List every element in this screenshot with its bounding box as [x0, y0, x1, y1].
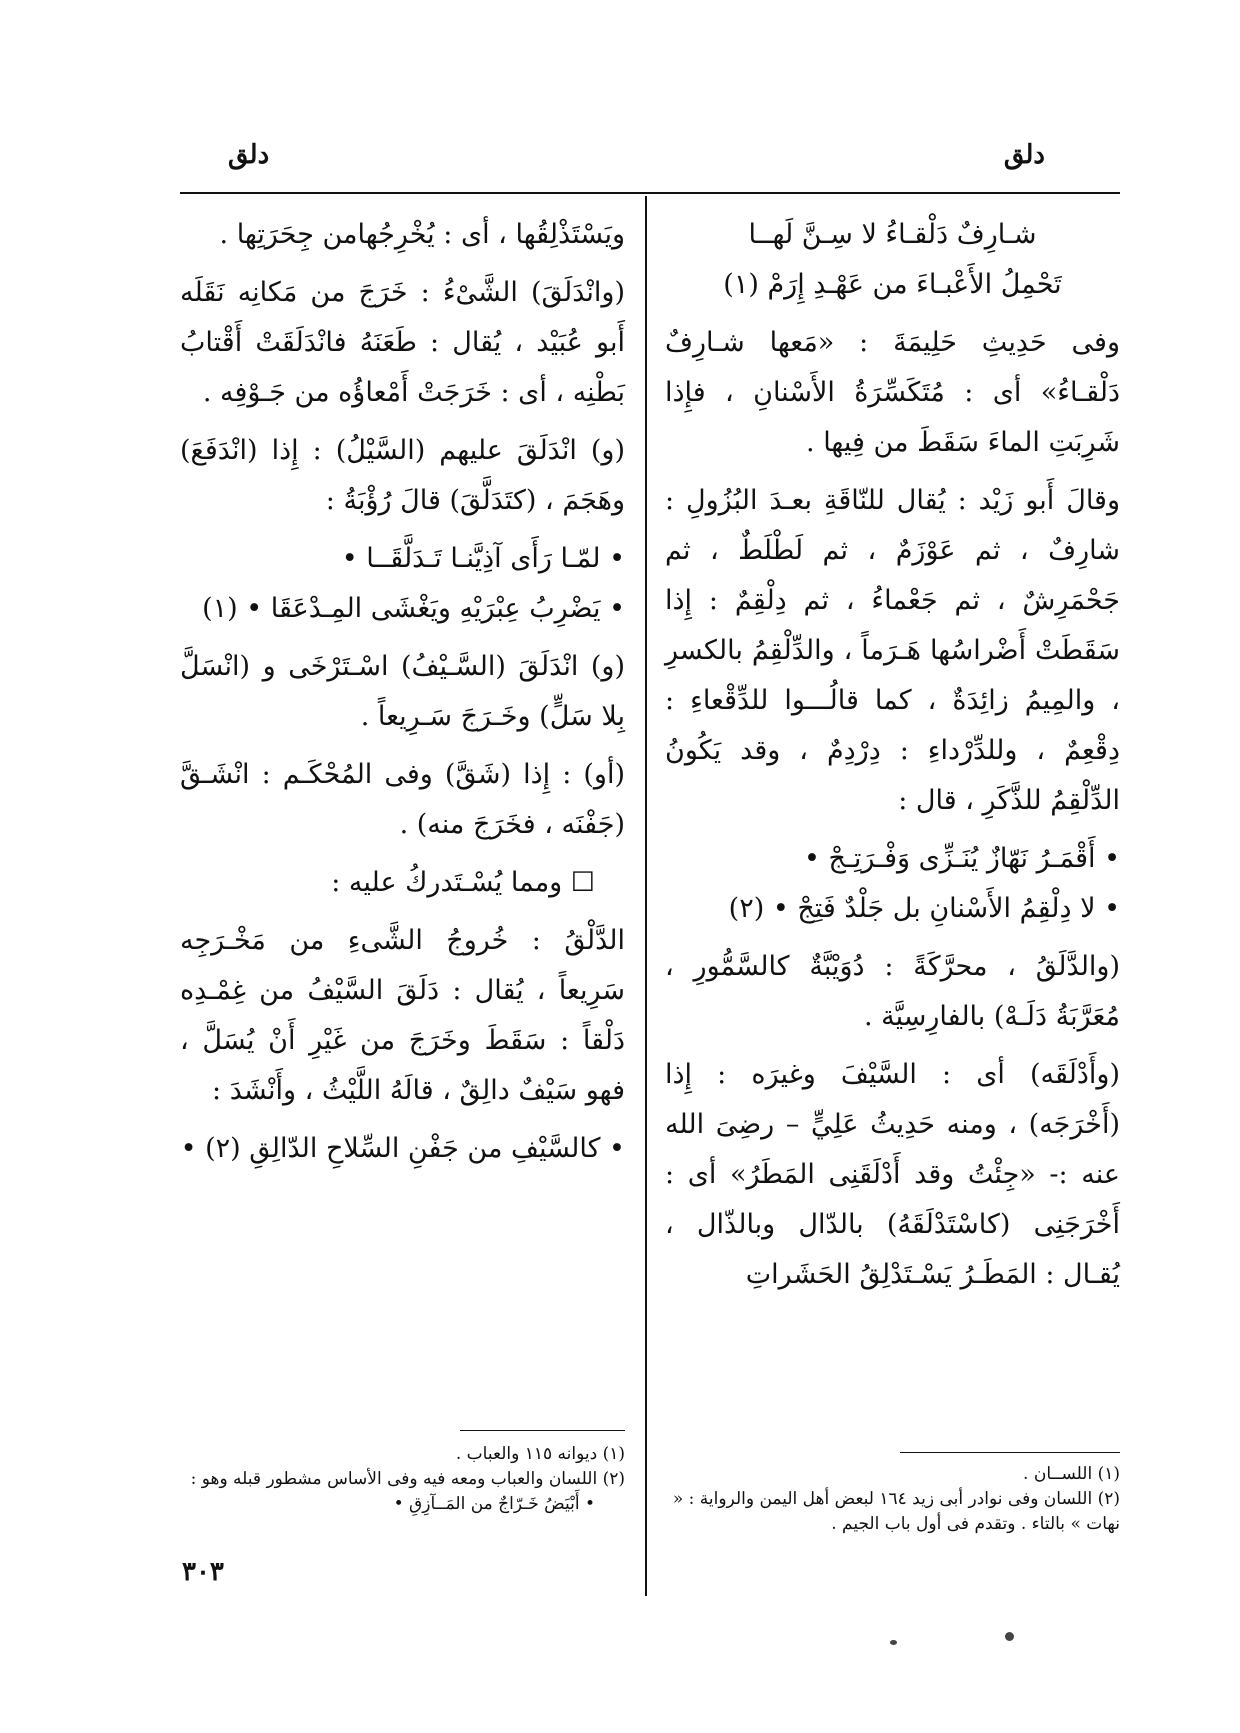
- verse-line: تَحْمِلُ الأَعْبـاءَ من عَهْـدِ إِرَمْ (١): [723, 269, 1062, 300]
- scan-speck: [890, 1640, 897, 1645]
- right-column: [665, 210, 1120, 1308]
- paragraph: وقالَ أَبو زَيْد : يُقال للنّاقَةِ بعـدَ البُزُولِ : شارِفٌ ، ثم عَوْزَمٌ ، ثم لَطْلَطٌ ، ثم جَحْمَرِشٌ ، ثم جَعْماءُ ، ثم دِلْقِمٌ : إِذا سَقَطَتْ أَضْراسُها هَـرَماً ، والدِّلْقِمُ بالكسرِ ، والمِيمُ زائِدَةٌ ، كما قالُـــوا للدِّقْعاءِ : دِقْعِمٌ ، وللدِّرْداءِ : دِرْدِمٌ ، وقد يَكُونُ الدِّلْقِمُ للذَّكَرِ ، قال :: [665, 485, 1120, 816]
- footnote-rule-right: [900, 1452, 1120, 1453]
- footnote: (٢) اللسان والعباب ومعه فيه وفى الأساس مشطور قبله وهو :: [190, 1469, 625, 1489]
- footnote-verse: • أَبْيَضُ خَـرّاجٌ من المَــآزِقِ •: [393, 1494, 595, 1514]
- paragraph: ويَسْتَذْلِقُها ، أى : يُخْرِجُهامن جِحَرَتِها .: [219, 219, 625, 250]
- paragraph: (أو) : إِذا (شَقَّ) وفى المُحْكَـم : انْشَـقَّ (جَفْنَه ، فخَرَجَ منه) .: [180, 759, 625, 840]
- verse-line: • أَقْمَـرُ نَهّازٌ يُنَـزِّى وَفْـرَتِـجْ •: [803, 843, 1120, 874]
- paragraph: (و) انْدَلَقَ عليهم (السَّيْلُ) : إِذا (انْدَفَعَ) وهَجَمَ ، (كتَدَلَّقَ) قالَ رُؤْبَةُ :: [180, 435, 625, 516]
- footnote: (١) اللســان .: [1023, 1464, 1120, 1484]
- verse-line: • كالسَّيْفِ من جَفْنِ السِّلاحِ الدّالِقِ (٢) •: [180, 1133, 625, 1164]
- footnotes-right: [665, 1462, 1120, 1537]
- paragraph: وفى حَدِيثِ حَلِيمَةَ : «مَعها شـارِفٌ دَلْقـاءُ» أى : مُتَكَسِّرَةُ الأَسْنانِ ، فإِذا شَرِبَتِ الماءَ سَقَطَ من فِيها .: [665, 327, 1120, 458]
- scan-speck: [1005, 1632, 1014, 1641]
- column-divider: [645, 196, 647, 1596]
- footnotes-left: [180, 1442, 625, 1517]
- verse-line: • لمّـا رَأَى آذِيَّنـا تَـدَلَّقَــا •: [341, 543, 625, 574]
- paragraph: (وانْدَلَقَ) الشَّىْءُ : خَرَجَ من مَكانِه نَقَلَه أَبو عُبَيْد ، يُقال : طَعَنَهُ فانْدَلَقَتْ أَقْتابُ بَطْنِه ، أى : خَرَجَتْ أَمْعاؤُه من جَـوْفِه .: [180, 277, 625, 408]
- verse-line: • لا دِلْقِمُ الأَسْنانِ بل جَلْدٌ فَتِجْ • (٢): [728, 893, 1120, 924]
- verse-line: شـارِفٌ دَلْقـاءُ لا سِـنَّ لَهــا: [748, 219, 1037, 250]
- footnote-rule-left: [460, 1430, 625, 1431]
- running-header-left: دلق: [228, 140, 270, 170]
- page-number: ٣٠٣: [182, 1557, 224, 1587]
- left-column: [180, 210, 625, 1174]
- section-marker: ☐ ومما يُسْـتَدركُ عليه :: [331, 867, 595, 898]
- verse-line: • يَضْرِبُ عِبْرَيْهِ ويَغْشَى المِـدْعَقَا • (١): [202, 593, 625, 624]
- paragraph: الدَّلْقُ : خُروجُ الشَّىءِ من مَخْـرَجِه سَرِيعاً ، يُقال : دَلَقَ السَّيْفُ من غِمْـدِه دَلْقاً : سَقَطَ وخَرَجَ من غَيْرِ أَنْ يُسَلَّ ، فهو سَيْفٌ دالِقٌ ، قالَهُ اللَّيْثُ ، وأَنْشَدَ :: [180, 925, 625, 1106]
- footnote: (٢) اللسان وفى نوادر أبى زيد ١٦٤ لبعض أهل اليمن والرواية : « نهات » بالتاء . وتقدم فى أول باب الجيم .: [672, 1489, 1120, 1534]
- paragraph: (و) انْدَلَقَ (السَّـيْفُ) اسْـتَرْخَى و (انْسَلَّ بِلا سَلٍّ) وخَـرَجَ سَـرِيعاً .: [180, 651, 625, 732]
- paragraph: (وأَدْلَقَه) أى : السَّيْفَ وغيرَه : إِذا (أَخْرَجَه) ، ومنه حَدِيثُ عَلِيٍّ – رضِىَ الله عنه :- «جِئْتُ وقد أَدْلَقَنِى المَطَرُ» أى : أَخْرَجَنِى (كاسْتَدْلَقَهُ) بالدّال وبالذّال ، يُقـال : المَطَـرُ يَسْـتَدْلِقُ الحَشَراتِ: [665, 1059, 1120, 1290]
- running-header-right: دلق: [1003, 140, 1045, 170]
- footnote: (١) ديوانه ١١٥ والعباب .: [455, 1444, 625, 1464]
- paragraph: (والدَّلَقُ ، محرَّكَةً : دُوَيْبَّةٌ كالسَّمُّورِ ، مُعَرَّبَةُ دَلَـهْ) بالفارِسِيَّة .: [665, 951, 1120, 1032]
- header-rule: [180, 192, 1120, 194]
